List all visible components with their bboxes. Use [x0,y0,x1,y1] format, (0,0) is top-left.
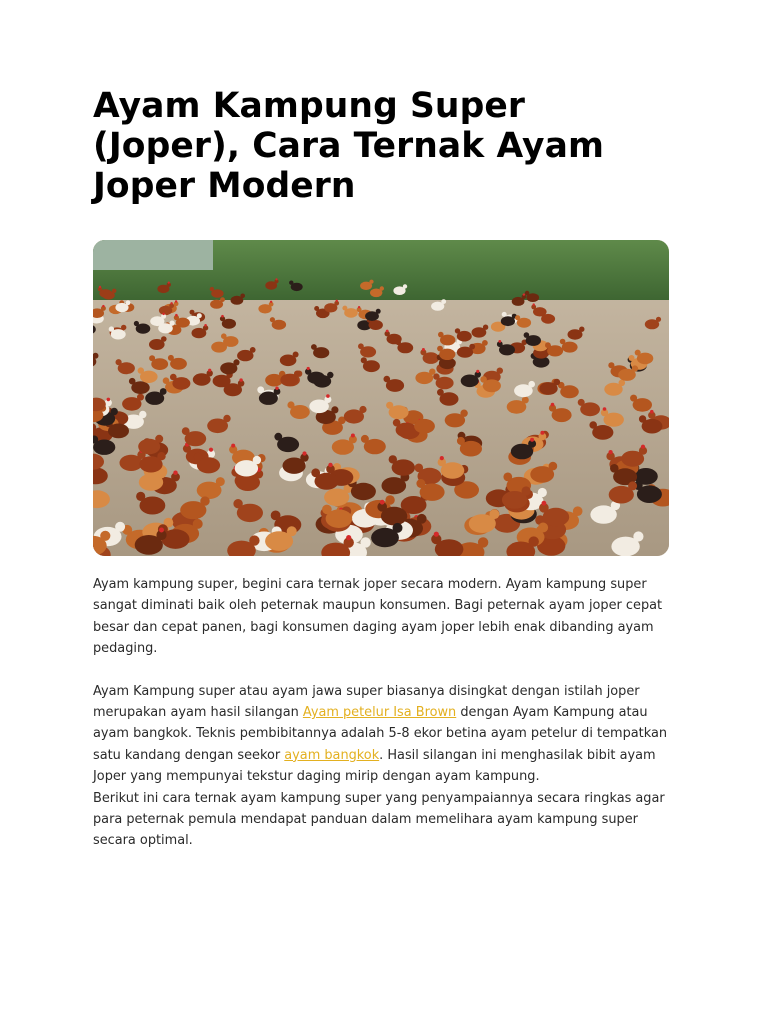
paragraph-crossbreed-text-3: . Hasil silangan ini menghasilak bibit ayam Joper yang mempunyai tekstur daging mirip dengan ayam kampung. [93,747,656,785]
paragraph-crossbreed-text-1: Ayam Kampung super atau ayam jawa super biasanya disingkat dengan istilah joper merupakan ayam hasil silangan [93,683,640,721]
article-hero-image [93,240,669,556]
article [93,86,671,849]
paragraph-crossbreed [93,681,673,788]
article-title: Ayam Kampung Super (Joper), Cara Ternak Ayam Joper Modern [93,86,605,206]
article-body [93,574,673,852]
link-ayam-petelur-isa-brown[interactable]: Ayam petelur Isa Brown [302,705,457,721]
paragraph-intro: Ayam kampung super, begini cara ternak joper secara modern. Ayam kampung super sangat diminati baik oleh peternak maupun konsumen. Bagi peternak ayam joper cepat besar dan cepat panen, bagi konsumen daging ayam joper lebih enak dibanding ayam pedaging. [93,577,663,657]
paragraph-crossbreed-text-2: dengan Ayam Kampung atau ayam bangkok. Teknis pembibitannya adalah 5-8 ekor betina ayam petelur di tempatkan satu kandang dengan seekor [93,705,668,763]
link-ayam-bangkok[interactable]: ayam bangkok [284,747,380,763]
paragraph-guide: Berikut ini cara ternak ayam kampung super yang penyampaiannya secara ringkas agar para peternak pemula mendapat panduan dalam memelihara ayam kampung super secara optimal. [93,790,665,849]
chicken-farm-photo [93,240,669,556]
